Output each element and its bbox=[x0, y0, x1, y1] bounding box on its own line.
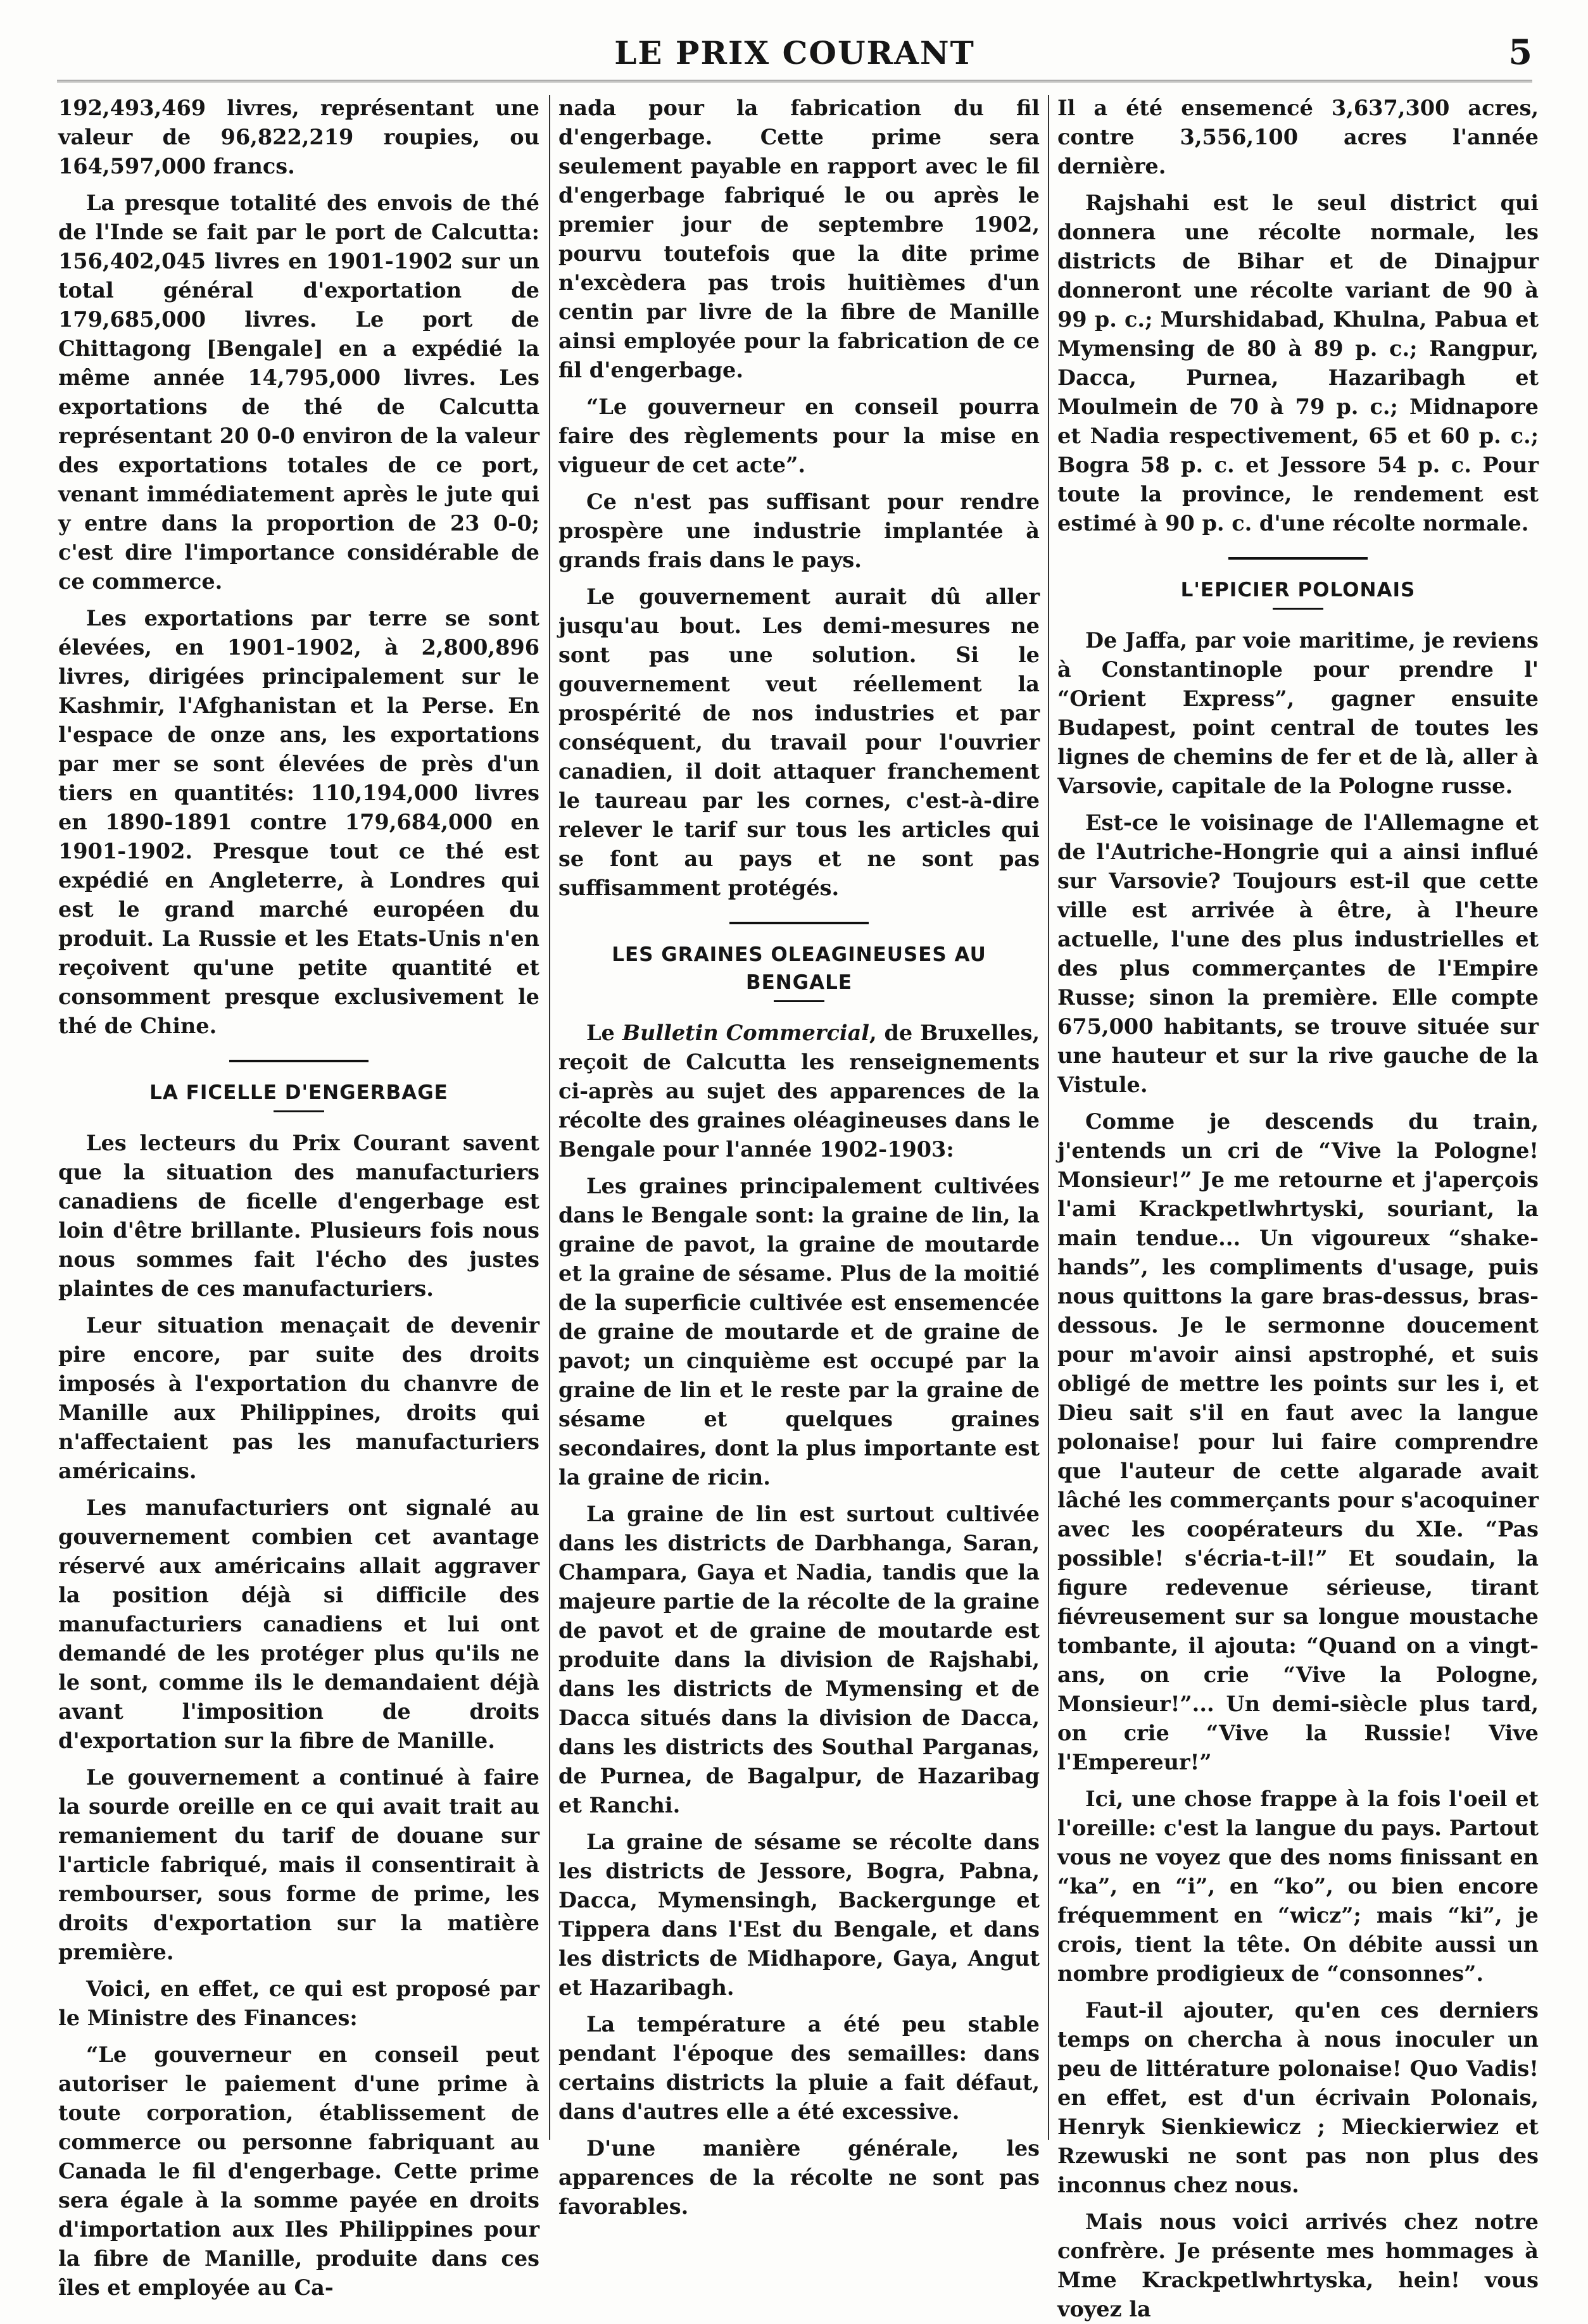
paragraph: La température a été peu stable pendant l'époque des semailles: dans certains districts la pluie a fait défaut, dans d'autres elle a été excessive. bbox=[558, 2012, 1040, 2124]
column-1 bbox=[58, 94, 539, 2300]
paragraph: Rajshahi est le seul district qui donnera une récolte normale, les districts de Bihar et de Dinajpur donneront une récolte variant de 90 à 99 p. c.; Murshidabad, Khulna, Pabua et Mymensing de 80 à 89 p. c.; Rangpur, Dacca, Purnea, Hazaribagh et Moulmein de 70 à 79 p. c.; Midnapore et Nadia respectivement, 65 et 60 p. c.; Bogra 58 p. c. et Jessore 54 p. c. Pour toute la province, le rendement est estimé à 90 p. c. d'une récolte normale. bbox=[1057, 191, 1539, 536]
page-header bbox=[57, 25, 1532, 82]
paragraph: La graine de sésame se récolte dans les districts de Jessore, Bogra, Pabna, Dacca, Mymensingh, Backergunge et Tippera dans l'Est du Bengale, et dans les districts de Midhapore, Gaya, Angut et Hazaribagh. bbox=[558, 1830, 1040, 2000]
paragraph: Ce n'est pas suffisant pour rendre prospère une industrie implantée à grands frais dans le pays. bbox=[558, 489, 1040, 572]
section-divider bbox=[729, 922, 869, 924]
paragraph: Comme je descends du train, j'entends un cri de “Vive la Pologne! Monsieur!” Je me retourne et j'aperçois l'ami Krackpetlwhrtyski, souriant, la main tendue... Un vigoureux “shake-hands”, les compliments d'usage, puis nous quittons la gare bras-dessus, bras-dessous. Je le sermonne doucement pour m'avoir ainsi apstrophé, et suis obligé de mettre les points sur les i, et Dieu sait s'il en faut avec la langue polonaise! pour lui faire comprendre que l'auteur de cette algarade avait lâché les commerçants pour s'acoquiner avec les coopérateurs du XIe. “Pas possible! s'écria-t-il!” Et soudain, la figure redevenue sérieuse, tirant fiévreusement sur sa longue moustache tombante, il ajouta: “Quand on a vingt-ans, on crie “Vive la Pologne, Monsieur!”... Un demi-siècle plus tard, on crie “Vive la Russie! Vive l'Empereur!” bbox=[1057, 1109, 1539, 1774]
paragraph: “Le gouverneur en conseil pourra faire des règlements pour la mise en vigueur de cet acte”. bbox=[558, 394, 1040, 477]
heading-line: BENGALE bbox=[745, 971, 853, 994]
paragraph: Le gouvernement a continué à faire la sourde oreille en ce qui avait trait au remaniement du tarif de douane sur l'article fabriqué, mais il consentirait à rembourser, sous forme de prime, les droits d'exportation sur la matière première. bbox=[58, 1765, 539, 1964]
paragraph bbox=[58, 1129, 539, 1303]
heading-line: LES GRAINES OLEAGINEUSES AU bbox=[612, 943, 986, 966]
column-divider bbox=[549, 95, 550, 2140]
paragraph: 192,493,469 livres, représentant une valeur de 96,822,219 roupies, ou 164,597,000 francs. bbox=[58, 96, 539, 179]
publication-title: Bulletin Commercial bbox=[622, 1021, 869, 1045]
paragraph: Est-ce le voisinage de l'Allemagne et de l'Autriche-Hongrie qui a ainsi influé sur Varsovie? Toujours est-il que cette ville est arrivée à être, à l'heure actuelle, l'une des plus industrielles et des plus commerçantes de l'Empire Russe; sinon la première. Elle compte 675,000 habitants, se trouve située sur une hauteur et sur la rive gauche de la Vistule. bbox=[1057, 810, 1539, 1097]
paragraph bbox=[558, 1019, 1040, 1164]
section-heading: L'EPICIER POLONAIS bbox=[1180, 579, 1416, 601]
paragraph: Il a été ensemencé 3,637,300 acres, contre 3,556,100 acres l'année dernière. bbox=[1057, 96, 1539, 179]
column-divider bbox=[1048, 95, 1049, 2140]
heading-rule bbox=[1273, 608, 1323, 610]
paragraph: Les manufacturiers ont signalé au gouvernement combien cet avantage réservé aux américains allait aggraver la position déjà si difficile des manufacturiers canadiens et lui ont demandé de les protéger plus qu'ils ne le sont, comme ils le demandaient déjà avant l'imposition de droits d'exportation sur la fibre de Manille. bbox=[58, 1495, 539, 1753]
paragraph: Les graines principalement cultivées dans le Bengale sont: la graine de lin, la graine de pavot, la graine de moutarde et la graine de sésame. Plus de la moitié de la superficie cultivée est ensemencée de graine de moutarde et de graine de pavot; un cinquième est occupé par la graine de lin et le reste par la graine de sésame et quelques graines secondaires, dont la plus importante est la graine de ricin. bbox=[558, 1174, 1040, 1490]
paragraph: Les exportations par terre se sont élevées, en 1901-1902, à 2,800,896 livres, dirigées principalement sur le Kashmir, l'Afghanistan et la Perse. En l'espace de onze ans, les exportations par mer se sont élevées de près d'un tiers en quantités: 110,194,000 livres en 1890-1891 contre 179,684,000 en 1901-1902. Presque tout ce thé est expédié en Angleterre, à Londres qui est le grand marché européen du produit. La Russie et les Etats-Unis n'en reçoivent qu'une petite quantité et consomment presque exclusivement le thé de Chine. bbox=[58, 606, 539, 1038]
paragraph: Faut-il ajouter, qu'en ces derniers temps on chercha à nous inoculer un peu de littérature polonaise! Quo Vadis! en effet, est d'un écrivain Polonais, Henryk Sienkiewicz ; Mieckierwiez et Rzewuski ne sont pas non plus des inconnus chez nous. bbox=[1057, 1998, 1539, 2197]
paragraph: D'une manière générale, les apparences de la récolte ne sont pas favorables. bbox=[558, 2136, 1040, 2219]
paragraph: Leur situation menaçait de devenir pire encore, par suite des droits imposés à l'exportation du chanvre de Manille aux Philippines, droits qui n'affectaient pas les manufacturiers américains. bbox=[58, 1313, 539, 1483]
heading-rule bbox=[274, 1110, 324, 1112]
section-heading: LA FICELLE D'ENGERBAGE bbox=[149, 1081, 448, 1104]
section-divider bbox=[229, 1060, 369, 1062]
paragraph: Le gouvernement aurait dû aller jusqu'au bout. Les demi-mesures ne sont pas une solution. Si le gouvernement veut réellement la prospérité de nos industries et par conséquent, du travail pour l'ouvrier canadien, il doit attaquer franchement le taureau par les cornes, c'est-à-dire relever le tarif sur tous les articles qui se font au pays et ne sont pas suffisamment protégés. bbox=[558, 584, 1040, 900]
paragraph: nada pour la fabrication du fil d'engerbage. Cette prime sera seulement payable en rapport avec le fil d'engerbage fabriqué le ou après le premier jour de septembre 1902, pourvu toutefois que la dite prime n'excèdera pas trois huitièmes d'un centin par livre de la fibre de Manille ainsi employée pour la fabrication de ce fil d'engerbage. bbox=[558, 96, 1040, 382]
section-heading bbox=[558, 941, 1040, 996]
column-2 bbox=[558, 94, 1040, 2219]
paragraph: Mais nous voici arrivés chez notre confrère. Je présente mes hommages à Mme Krackpetlwhrtyska, hein! vous voyez la bbox=[1057, 2209, 1539, 2321]
header-rule bbox=[57, 80, 1532, 85]
paragraph: La presque totalité des envois de thé de l'Inde se fait par le port de Calcutta: 156,402,045 livres en 1901-1902 sur un total général d'exportation de 179,685,000 livres. Le port de Chittagong [Bengale] en a expédié la même année 14,795,000 livres. Les exportations de thé de Calcutta représentant 20 0-0 environ de la valeur des exportations totales de ce port, venant immédiatement après le jute qui y entre dans la proportion de 23 0-0; c'est dire l'importance considérable de ce commerce. bbox=[58, 191, 539, 594]
paragraph: La graine de lin est surtout cultivée dans les districts de Darbhanga, Saran, Champara, Gaya et Nadia, tandis que la majeure partie de la récolte de la graine de pavot et de graine de moutarde est produite dans la division de Rajshabi, dans les districts de Mymensing et de Dacca situés dans la division de Dacca, dans les districts des Southal Parganas, de Purnea, de Bagalpur, de Hazaribag et Ranchi. bbox=[558, 1502, 1040, 1818]
journal-name: Prix Courant bbox=[292, 1131, 450, 1155]
paragraph: De Jaffa, par voie maritime, je reviens à Constantinople pour prendre l' “Orient Express”, gagner ensuite Budapest, point central de toutes les lignes de chemins de fer et de là, aller à Varsovie, capitale de la Pologne russe. bbox=[1057, 628, 1539, 798]
journal-title: LE PRIX COURANT bbox=[614, 34, 975, 72]
paragraph: “Le gouverneur en conseil peut autoriser le paiement d'une prime à toute corporation, établissement de commerce ou personne fabriquant au Canada le fil d'engerbage. Cette prime sera égale à la somme payée en droits d'importation aux Iles Philippines pour la fibre de Manille, produite dans ces îles et employée au Ca- bbox=[58, 2042, 539, 2300]
page-number: 5 bbox=[1508, 32, 1532, 72]
section-divider bbox=[1228, 557, 1368, 560]
paragraph: Ici, une chose frappe à la fois l'oeil et l'oreille: c'est la langue du pays. Partout vous ne voyez que des noms finissant en “ka”, en “i”, en “ko”, ou bien encore fréquemment en “wicz”; mais “ki”, je crois, tient la tête. On débite aussi un nombre prodigieux de “consonnes”. bbox=[1057, 1787, 1539, 1986]
text-run: , de Bruxelles, reçoit de Calcutta les renseignements ci-après au sujet des apparences de la récolte des graines oléagineuses dans le Bengale pour l'année 1902-1903: bbox=[558, 1021, 1040, 1162]
column-3 bbox=[1057, 94, 1539, 2321]
heading-rule bbox=[774, 1000, 824, 1002]
text-run: Les lecteurs du bbox=[86, 1131, 279, 1155]
paragraph: Voici, en effet, ce qui est proposé par le Ministre des Finances: bbox=[58, 1976, 539, 2030]
text-run: savent que la situation des manufacturiers canadiens de ficelle d'engerbage est loin d'être brillante. Plusieurs fois nous nous sommes fait l'écho des justes plaintes de ces manufacturiers. bbox=[58, 1131, 539, 1301]
text-run: Le bbox=[586, 1021, 615, 1045]
